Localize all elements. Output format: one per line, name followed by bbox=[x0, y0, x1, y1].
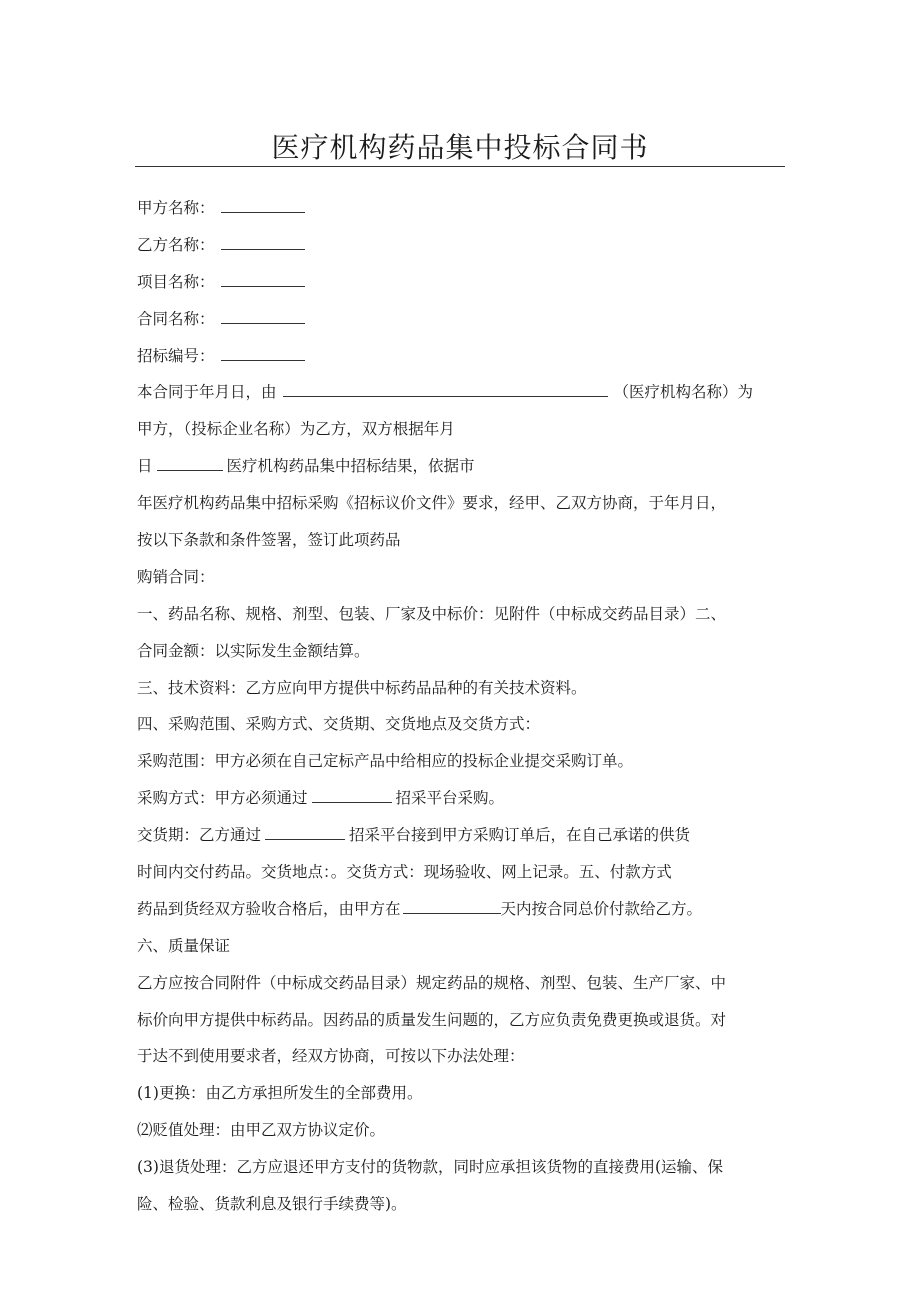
field-project-name bbox=[137, 264, 785, 301]
field-label: 招标编号： bbox=[137, 346, 215, 365]
fill-blank bbox=[221, 235, 305, 250]
clause-line bbox=[137, 780, 785, 817]
field-contract-name bbox=[137, 301, 785, 338]
text-segment: 招采平台采购。 bbox=[395, 789, 505, 808]
fill-blank bbox=[403, 899, 501, 914]
text-segment: 采购方式：甲方必须通过 bbox=[137, 789, 308, 808]
paragraph-line: 甲方，（投标企业名称）为乙方，双方根据年月 bbox=[137, 420, 455, 439]
clause-line bbox=[137, 817, 785, 854]
clause-line: 于达不到使用要求者，经双方协商，可按以下办法处理： bbox=[137, 1047, 525, 1066]
clause-line: 采购范围：甲方必须在自己定标产品中给相应的投标企业提交采购订单。 bbox=[137, 752, 634, 771]
paragraph-line: 年医疗机构药品集中招标采购《招标议价文件》要求，经甲、乙双方协商，于年月日， bbox=[137, 494, 727, 513]
clause-line: 合同金额：以实际发生金额结算。 bbox=[137, 641, 370, 660]
field-tender-number bbox=[137, 338, 785, 375]
fill-blank bbox=[221, 309, 305, 324]
fill-blank bbox=[221, 346, 305, 361]
clause-line: 乙方应按合同附件（中标成交药品目录）规定药品的规格、剂型、包装、生产厂家、中 bbox=[137, 973, 727, 992]
clause-line: (3)退货处理：乙方应退还甲方支付的货物款，同时应承担该货物的直接费用(运输、保 bbox=[137, 1158, 724, 1177]
document-title: 医疗机构药品集中投标合同书 bbox=[271, 131, 649, 164]
field-label: 甲方名称： bbox=[137, 199, 215, 217]
text-segment: 交货期：乙方通过 bbox=[137, 826, 262, 845]
paragraph-line: 购销合同： bbox=[137, 567, 215, 586]
fill-blank bbox=[265, 825, 345, 840]
document-body bbox=[137, 190, 785, 1223]
text-segment: （医疗机构名称）为 bbox=[613, 383, 754, 402]
paragraph-line: 按以下条款和条件签署，签订此项药品 bbox=[137, 531, 401, 550]
text-segment: 天内按合同总价付款给乙方。 bbox=[500, 899, 703, 918]
fill-blank bbox=[157, 456, 223, 471]
clause-line: 一、药品名称、规格、剂型、包装、厂家及中标价：见附件（中标成交药品目录）二、 bbox=[137, 604, 727, 623]
text-segment: 日 bbox=[137, 457, 153, 476]
fill-blank bbox=[221, 272, 305, 287]
clause-line: 三、技术资料：乙方应向甲方提供中标药品品种的有关技术资料。 bbox=[137, 678, 587, 697]
paragraph-line bbox=[137, 448, 785, 485]
paragraph-line bbox=[137, 374, 785, 411]
text-segment: 药品到货经双方验收合格后，由甲方在 bbox=[137, 899, 401, 918]
clause-line: 六、质量保证 bbox=[137, 936, 231, 955]
fill-blank bbox=[312, 788, 392, 803]
clause-line: 四、采购范围、采购方式、交货期、交货地点及交货方式： bbox=[137, 715, 541, 734]
clause-line: ⑵贬值处理：由甲乙双方协议定价。 bbox=[137, 1121, 386, 1140]
text-segment: 医疗机构药品集中招标结果，依据市 bbox=[226, 457, 475, 476]
fill-blank bbox=[283, 382, 608, 397]
text-segment: 本合同于年月日，由 bbox=[137, 383, 277, 402]
field-party-b bbox=[137, 227, 785, 264]
clause-line: 险、检验、货款利息及银行手续费等)。 bbox=[137, 1195, 407, 1214]
clause-line bbox=[137, 891, 785, 928]
field-party-a bbox=[137, 190, 785, 227]
clause-line: 时间内交付药品。交货地点：。交货方式：现场验收、网上记录。五、付款方式 bbox=[137, 863, 672, 882]
clause-line: 标价向甲方提供中标药品。因药品的质量发生问题的，乙方应负责免费更换或退货。对 bbox=[137, 1010, 727, 1029]
field-label: 乙方名称： bbox=[137, 235, 215, 254]
field-label: 项目名称： bbox=[137, 272, 215, 291]
clause-line: (1)更换：由乙方承担所发生的全部费用。 bbox=[137, 1084, 423, 1103]
fill-blank bbox=[221, 198, 305, 213]
field-label: 合同名称： bbox=[137, 309, 215, 328]
title-underline bbox=[135, 166, 785, 167]
text-segment: 招采平台接到甲方采购订单后，在自己承诺的供货 bbox=[349, 826, 691, 845]
